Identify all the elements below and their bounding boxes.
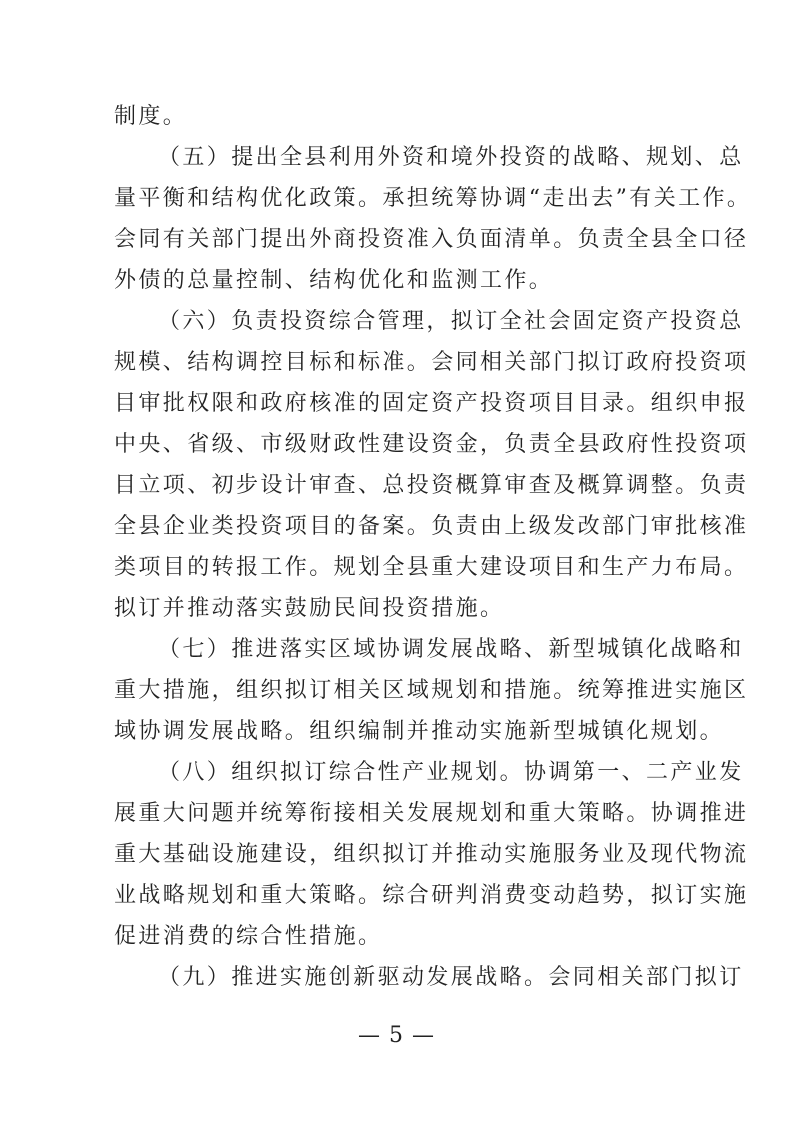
text-line: 拟订并推动落实鼓励民间投资措施。 (114, 596, 505, 621)
text-line: 域协调发展战略。组织编制并推动实施新型城镇化规划。 (114, 719, 725, 744)
text-line: 展重大问题并统筹衔接相关发展规划和重大策略。协调推进 (114, 801, 749, 826)
text-line: （八）组织拟订综合性产业规划。协调第一、二产业发 (158, 760, 744, 785)
text-line: 量平衡和结构优化政策。承担统筹协调“走出去”有关工作。 (114, 186, 752, 211)
text-line: 中央、省级、市级财政性建设资金，负责全县政府性投资项 (114, 432, 749, 457)
text-line: 重大基础设施建设，组织拟订并推动实施服务业及现代物流 (114, 842, 749, 867)
text-line: 目立项、初步设计审查、总投资概算审查及概算调整。负责 (114, 473, 749, 498)
text-line: 会同有关部门提出外商投资准入负面清单。负责全县全口径 (114, 227, 749, 252)
text-line: 全县企业类投资项目的备案。负责由上级发改部门审批核准 (114, 514, 749, 539)
text-line: 重大措施，组织拟订相关区域规划和措施。统筹推进实施区 (114, 678, 749, 703)
text-line: 业战略规划和重大策略。综合研判消费变动趋势，拟订实施 (114, 883, 749, 908)
text-line: （六）负责投资综合管理，拟订全社会固定资产投资总 (158, 309, 744, 334)
body-text (114, 96, 752, 998)
text-line: 外债的总量控制、结构优化和监测工作。 (114, 268, 554, 293)
text-line: 制度。 (114, 104, 188, 129)
text-line: （五）提出全县利用外资和境外投资的战略、规划、总 (158, 145, 744, 170)
text-line: （九）推进实施创新驱动发展战略。会同相关部门拟订 (158, 965, 744, 990)
text-line: 促进消费的综合性措施。 (114, 924, 383, 949)
text-line: 目审批权限和政府核准的固定资产投资项目目录。组织申报 (114, 391, 749, 416)
text-line: 类项目的转报工作。规划全县重大建设项目和生产力布局。 (114, 555, 749, 580)
text-line: 规模、结构调控目标和标准。会同相关部门拟订政府投资项 (114, 350, 749, 375)
page-number: — 5 — (358, 1023, 435, 1048)
text-line: （七）推进落实区域协调发展战略、新型城镇化战略和 (158, 637, 744, 662)
